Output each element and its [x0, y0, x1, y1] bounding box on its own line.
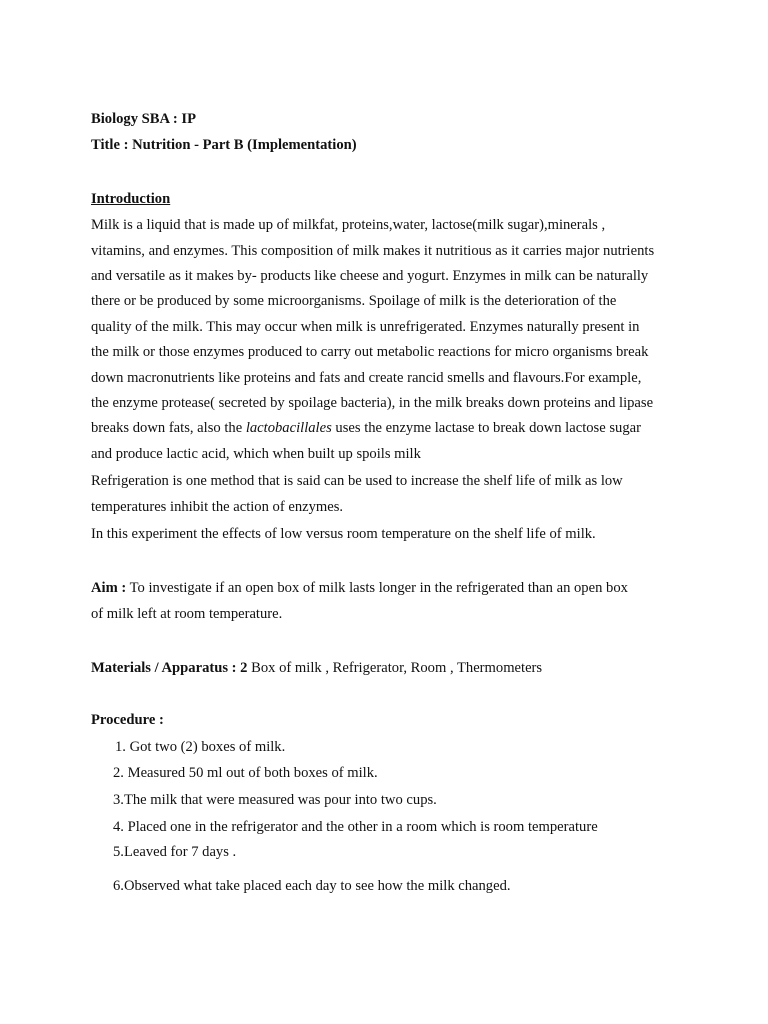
procedure-heading: Procedure :	[91, 712, 164, 728]
materials-text: Box of milk , Refrigerator, Room , Thermometers	[247, 660, 543, 676]
materials-line	[91, 659, 542, 677]
materials-label: Materials / Apparatus : 2	[91, 660, 248, 676]
aim-label: Aim :	[91, 580, 127, 596]
intro-line-2: vitamins, and enzymes. This composition of milk makes it nutritious as it carries major nutrients	[91, 243, 655, 259]
document-title: Title : Nutrition - Part B (Implementation)	[91, 137, 357, 153]
lactobacillales-term: lactobacillales	[245, 420, 332, 436]
intro-line-7: down macronutrients like proteins and fats and create rancid smells and flavours.For example,	[91, 370, 642, 386]
procedure-step-4: 4. Placed one in the refrigerator and the other in a room which is room temperature	[113, 819, 598, 835]
aim-line-1	[91, 579, 628, 597]
procedure-step-3: 3.The milk that were measured was pour into two cups.	[113, 792, 437, 808]
intro-line-4: there or be produced by some microorganisms. Spoilage of milk is the deterioration of the	[91, 293, 617, 309]
intro-line-10: and produce lactic acid, which when built up spoils milk	[91, 446, 421, 462]
intro-line-9	[91, 419, 641, 437]
aim-line-2: of milk left at room temperature.	[91, 606, 283, 622]
intro-line-13: In this experiment the effects of low versus room temperature on the shelf life of milk.	[91, 526, 596, 542]
intro-line-5: quality of the milk. This may occur when milk is unrefrigerated. Enzymes naturally present in	[91, 319, 640, 335]
intro-line-11: Refrigeration is one method that is said can be used to increase the shelf life of milk as low	[91, 473, 623, 489]
procedure-step-6: 6.Observed what take placed each day to see how the milk changed.	[113, 878, 511, 894]
procedure-step-5: 5.Leaved for 7 days .	[113, 844, 237, 860]
procedure-step-1: 1. Got two (2) boxes of milk.	[115, 739, 286, 755]
intro-line-3: and versatile as it makes by- products like cheese and yogurt. Enzymes in milk can be naturally	[91, 268, 649, 284]
introduction-heading: Introduction	[91, 191, 171, 207]
intro-line-9-start: breaks down fats, also the	[91, 420, 246, 436]
intro-line-12: temperatures inhibit the action of enzymes.	[91, 499, 344, 515]
aim-text-1: To investigate if an open box of milk lasts longer in the refrigerated than an open box	[126, 580, 628, 596]
intro-line-6: the milk or those enzymes produced to carry out metabolic reactions for micro organisms break	[91, 344, 649, 360]
subject-line: Biology SBA : IP	[91, 111, 197, 127]
intro-line-1: Milk is a liquid that is made up of milkfat, proteins,water, lactose(milk sugar),minerals ,	[91, 217, 606, 233]
intro-line-8: the enzyme protease( secreted by spoilage bacteria), in the milk breaks down proteins and lipase	[91, 395, 654, 411]
procedure-step-2: 2. Measured 50 ml out of both boxes of milk.	[113, 765, 378, 781]
intro-line-9-end: uses the enzyme lactase to break down lactose sugar	[331, 420, 641, 436]
